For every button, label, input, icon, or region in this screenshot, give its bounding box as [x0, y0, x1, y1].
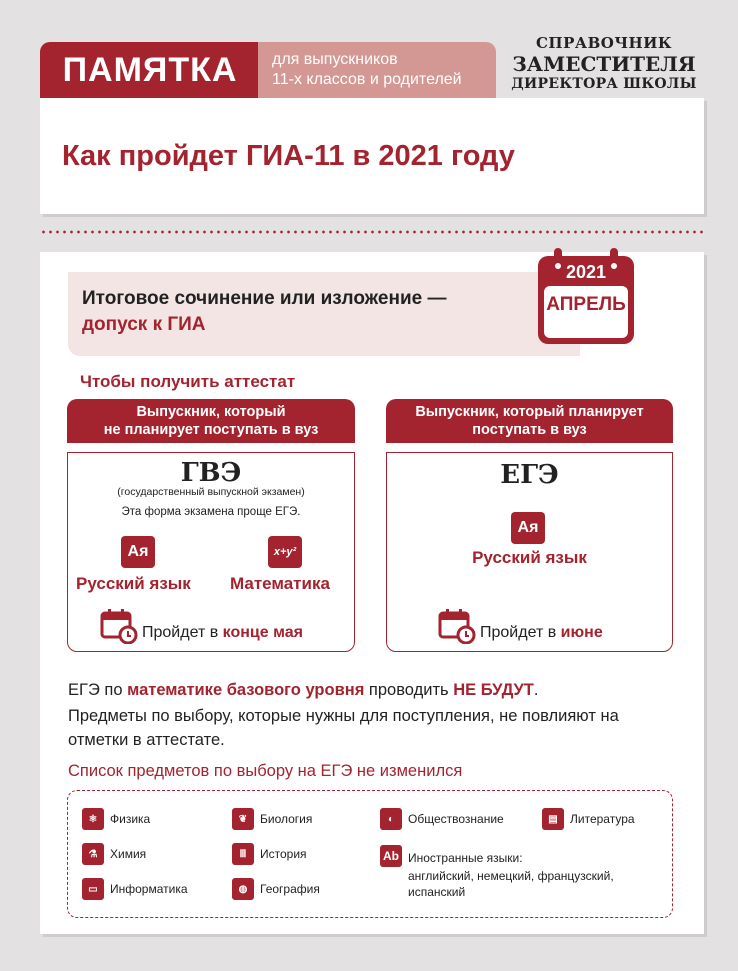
society-icon: ◐	[380, 808, 402, 830]
chemistry-icon: ⚗	[82, 843, 104, 865]
languages-icon: Ab	[380, 845, 402, 867]
biology-icon: ❦	[232, 808, 254, 830]
computer-science-icon: ▭	[82, 878, 104, 900]
calendar-year: 2021	[565, 262, 607, 282]
gve-full-name: (государственный выпускной экзамен)	[117, 486, 305, 498]
subject-literature: ▤ Литература	[542, 808, 635, 830]
left-column-header: Выпускник, который не планирует поступать в вуз	[67, 399, 355, 443]
subject-biology: ❦ Биология	[232, 808, 312, 830]
gve-note: Эта форма экзамена проще ЕГЭ.	[121, 506, 301, 518]
audience-label	[258, 42, 496, 98]
gve-exam-name: ГВЭ	[180, 458, 242, 488]
left-exam-timing: Пройдет в конце мая	[142, 624, 303, 641]
right-exam-timing: Пройдет в июне	[480, 624, 603, 641]
languages-list: английский, немецкий, французский, испанский	[408, 869, 614, 899]
subject-foreign-languages: Ab Иностранные языки:	[380, 845, 523, 867]
subject-physics: ⚛ Физика	[82, 808, 150, 830]
book-icon: ▤	[542, 808, 564, 830]
right-column-header: Выпускник, который планирует поступать в вуз	[386, 399, 673, 443]
subject-geography: ◍ География	[232, 878, 320, 900]
math-base-note: ЕГЭ по математике базового уровня проводить НЕ БУДУТ.	[68, 681, 539, 699]
optional-subjects-heading: Список предметов по выбору на ЕГЭ не изменился	[68, 762, 463, 780]
subject-informatics: ▭ Информатика	[82, 878, 188, 900]
physics-icon: ⚛	[82, 808, 104, 830]
page-title: Как пройдет ГИА-11 в 2021 году	[62, 140, 515, 172]
subject-chemistry: ⚗ Химия	[82, 843, 146, 865]
dotted-divider	[40, 230, 704, 234]
attestat-heading: Чтобы получить аттестат	[80, 372, 296, 391]
calendar-clock-icon	[438, 608, 476, 644]
russian-language-icon: Ая	[121, 536, 155, 568]
subject-russian: Русский язык	[76, 574, 191, 593]
russian-language-icon: Ая	[511, 512, 545, 544]
memo-badge: ПАМЯТКА	[40, 42, 260, 98]
subject-russian: Русский язык	[472, 548, 587, 567]
globe-icon: ◍	[232, 878, 254, 900]
subject-math: Математика	[230, 574, 330, 593]
math-icon: x+y²	[268, 536, 302, 568]
calendar-month: АПРЕЛЬ	[546, 294, 626, 315]
essay-text: Итоговое сочинение или изложение — допуск к ГИА	[82, 288, 447, 335]
ege-exam-name: ЕГЭ	[500, 460, 559, 490]
subject-history: Ⅲ История	[232, 843, 307, 865]
brand-logo: СПРАВОЧНИК ЗАМЕСТИТЕЛЯ ДИРЕКТОРА ШКОЛЫ	[511, 34, 697, 92]
history-icon: Ⅲ	[232, 843, 254, 865]
audience-line-1: для выпускников	[272, 51, 398, 68]
calendar-clock-icon	[100, 608, 138, 644]
audience-line-2: 11-х классов и родителей	[272, 71, 462, 88]
subject-social-studies: ◐ Обществознание	[380, 808, 504, 830]
optional-subjects-note: Предметы по выбору, которые нужны для поступления, не повлияют на отметки в аттестате.	[68, 707, 619, 749]
